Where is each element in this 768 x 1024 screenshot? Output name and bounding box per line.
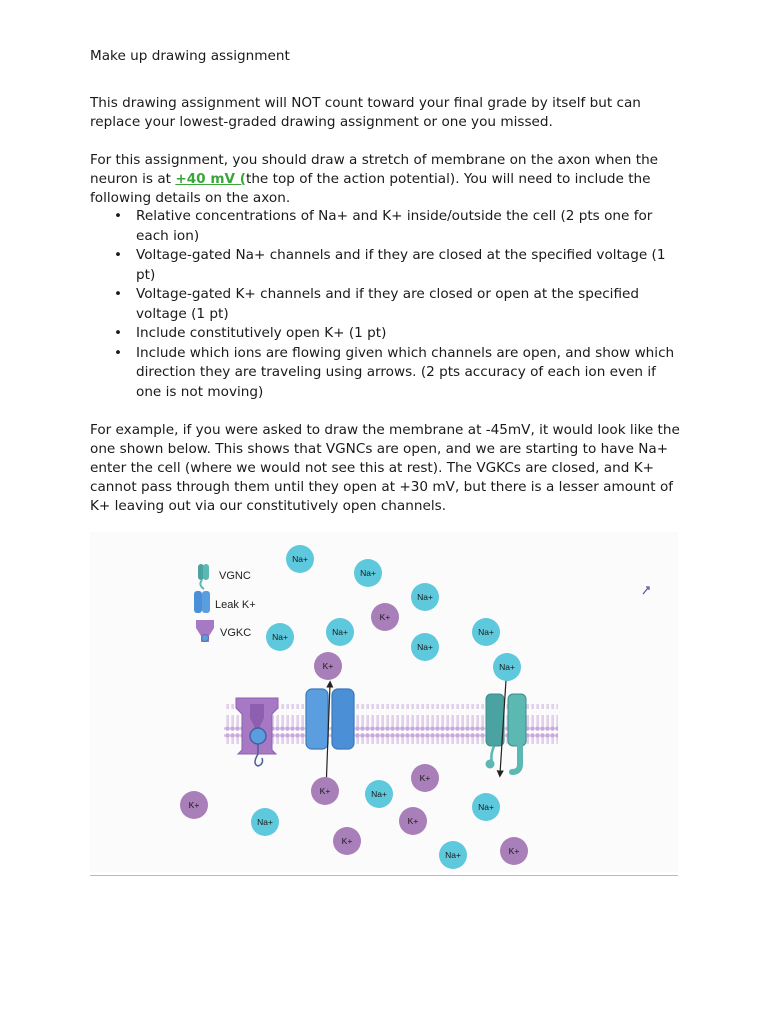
k-ion-label: K+ bbox=[322, 661, 334, 671]
list-item-text: Relative concentrations of Na+ and K+ inside/outside the cell (2 pts one for each ion) bbox=[136, 208, 653, 244]
requirements-list bbox=[90, 207, 680, 402]
k-ion-label: K+ bbox=[379, 612, 391, 622]
legend bbox=[194, 564, 256, 642]
page-title: Make up drawing assignment bbox=[90, 48, 290, 64]
na-ion-label: Na+ bbox=[499, 662, 515, 672]
na-ion-label: Na+ bbox=[445, 850, 461, 860]
figure-divider bbox=[90, 875, 678, 876]
list-item: • Voltage-gated K+ channels and if they are closed or open at the specified voltage (1 pt) bbox=[114, 286, 640, 322]
k-ion-label: K+ bbox=[508, 846, 520, 856]
intro-paragraph: This drawing assignment will NOT count toward your final grade by itself but can replace your lowest-graded drawing assignment or one you missed. bbox=[90, 95, 641, 130]
na-ion-label: Na+ bbox=[272, 632, 288, 642]
membrane-diagram bbox=[90, 532, 678, 872]
na-ion-label: Na+ bbox=[371, 789, 387, 799]
list-item-text: Include which ions are flowing given which channels are open, and show which direction they are traveling using arrows. (2 pts accuracy of each ion even if one is not moving) bbox=[136, 344, 675, 400]
list-item: • Include constitutively open K+ (1 pt) bbox=[114, 325, 387, 341]
na-ion-label: Na+ bbox=[257, 817, 273, 827]
legend-leak-label: Leak K+ bbox=[215, 599, 256, 611]
list-item-text: Voltage-gated Na+ channels and if they are closed at the specified voltage (1 pt) bbox=[136, 247, 666, 283]
k-ion-label: K+ bbox=[419, 773, 431, 783]
figure-background bbox=[90, 532, 678, 872]
instructions-text-start: For this assignment, you should draw a stretch of membrane on the axon when the neuron is at bbox=[90, 152, 659, 187]
na-ion-label: Na+ bbox=[332, 627, 348, 637]
k-ion-label: K+ bbox=[407, 816, 419, 826]
na-ion-label: Na+ bbox=[417, 592, 433, 602]
k-ion-label: K+ bbox=[188, 800, 200, 810]
list-item: • Voltage-gated Na+ channels and if they are closed at the specified voltage (1 pt) bbox=[114, 247, 666, 283]
na-ion-label: Na+ bbox=[478, 802, 494, 812]
list-item-text: Include constitutively open K+ (1 pt) bbox=[136, 325, 387, 341]
na-ion-label: Na+ bbox=[478, 627, 494, 637]
instructions-paragraph bbox=[90, 151, 680, 208]
na-ion-label: Na+ bbox=[292, 554, 308, 564]
example-paragraph: For example, if you were asked to draw the membrane at -45mV, it would look like the one shown below. This shows that VGNCs are open, and we are starting to have Na+ enter the cell (where we would not see this at rest). The VGKCs are closed, and K+ cannot pass through them until they open at +30 mV, but there is a lesser amount of K+ leaving out via our constitutively open channels. bbox=[90, 422, 680, 514]
na-ion-label: Na+ bbox=[417, 642, 433, 652]
na-ion-label: Na+ bbox=[360, 568, 376, 578]
k-ion-label: K+ bbox=[341, 836, 353, 846]
list-item: • Include which ions are flowing given which channels are open, and show which direction they are traveling using arrows. (2 pts accuracy of each ion even if one is not moving) bbox=[114, 344, 675, 400]
voltage-link[interactable]: +40 mV ( bbox=[175, 171, 246, 187]
list-item: • Relative concentrations of Na+ and K+ inside/outside the cell (2 pts one for each ion) bbox=[114, 208, 653, 244]
legend-vgkc-label: VGKC bbox=[220, 627, 252, 639]
k-ion-label: K+ bbox=[319, 786, 331, 796]
leak-k-legend-icon bbox=[194, 591, 210, 613]
instructions-text-end: the top of the action potential). You will need to include the following details on the axon. bbox=[90, 171, 651, 206]
list-item-text: Voltage-gated K+ channels and if they are closed or open at the specified voltage (1 pt) bbox=[136, 286, 640, 322]
legend-vgnc-label: VGNC bbox=[219, 570, 251, 582]
